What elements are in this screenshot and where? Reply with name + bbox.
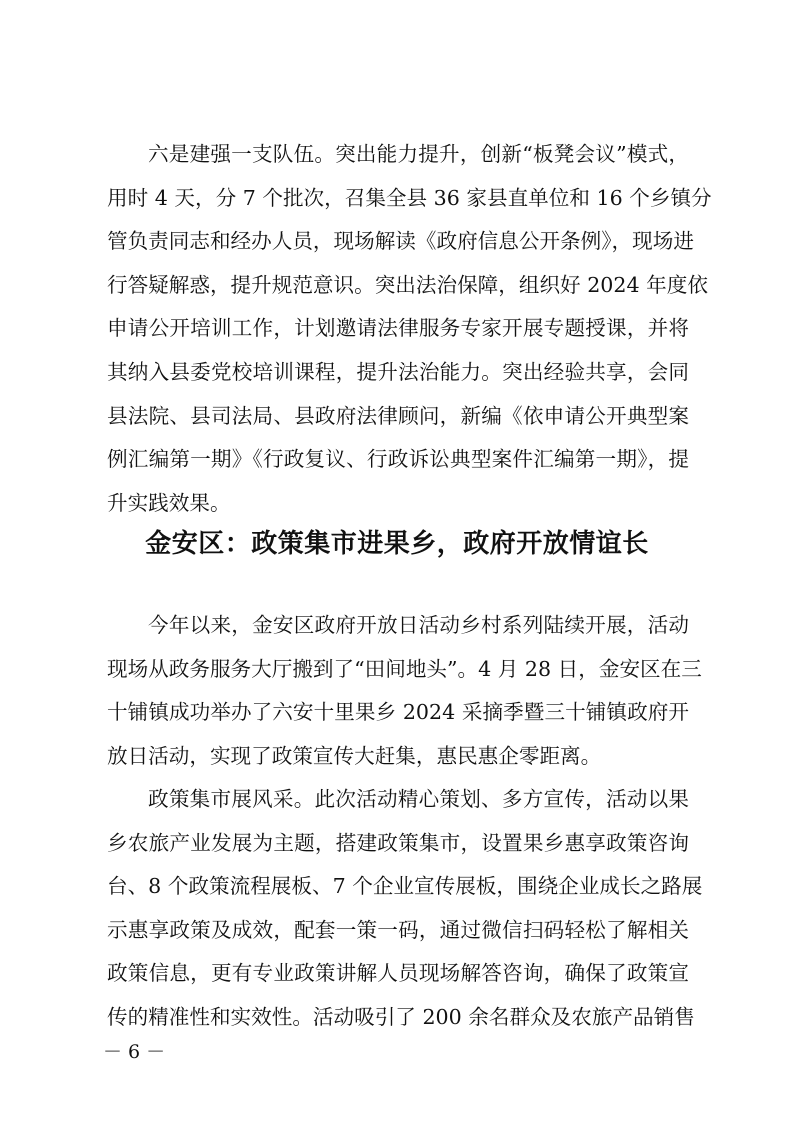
text-line: 台、8 个政策流程展板、7 个企业宣传展板，围绕企业成长之路展	[107, 874, 703, 899]
paragraph-team-building	[107, 133, 712, 525]
text-line: 县法院、县司法局、县政府法律顾问，新编《依申请公开典型案	[107, 403, 689, 428]
text-line: 例汇编第一期》《行政复议、行政诉讼典型案件汇编第一期》，提	[107, 447, 689, 472]
page-number: － 6 －	[103, 1041, 166, 1063]
text-line: 乡农旅产业发展为主题，搭建政策集市，设置果乡惠享政策咨询	[107, 830, 689, 855]
text-line: 行答疑解惑，提升规范意识。突出法治保障，组织好 2024 年度依	[107, 272, 708, 297]
text-line: 放日活动，实现了政策宣传大赶集，惠民惠企零距离。	[107, 743, 602, 768]
text-line: 政策集市展风采。此次活动精心策划、多方宣传，活动以果	[148, 787, 689, 811]
text-line: 现场从政务服务大厅搬到了“田间地头”。4 月 28 日，金安区在三	[107, 656, 702, 681]
text-line: 其纳入县委党校培训课程，提升法治能力。突出经验共享，会同	[107, 359, 689, 384]
section-heading: 金安区：政策集市进果乡，政府开放情谊长	[145, 529, 649, 559]
text-line: 示惠享政策及成效，配套一策一码，通过微信扫码轻松了解相关	[107, 917, 689, 942]
paragraph-policy-market	[107, 778, 703, 1040]
text-line: 十铺镇成功举办了六安十里果乡 2024 采摘季暨三十铺镇政府开	[107, 700, 689, 725]
text-line: 升实践效果。	[107, 490, 231, 515]
text-line: 六是建强一支队伍。突出能力提升，创新“板凳会议”模式，	[148, 142, 689, 166]
text-line: 政策信息，更有专业政策讲解人员现场解答咨询，确保了政策宣	[107, 961, 689, 986]
text-line: 用时 4 天，分 7 个批次，召集全县 36 家县直单位和 16 个乡镇分	[107, 185, 712, 210]
text-line: 今年以来，金安区政府开放日活动乡村系列陆续开展，活动	[148, 613, 689, 637]
text-line: 申请公开培训工作，计划邀请法律服务专家开展专题授课，并将	[107, 316, 689, 341]
text-line: 传的精准性和实效性。活动吸引了 200 余名群众及农旅产品销售	[107, 1004, 695, 1029]
paragraph-intro	[107, 604, 702, 778]
text-line: 管负责同志和经办人员，现场解读《政府信息公开条例》，现场进	[107, 229, 694, 254]
